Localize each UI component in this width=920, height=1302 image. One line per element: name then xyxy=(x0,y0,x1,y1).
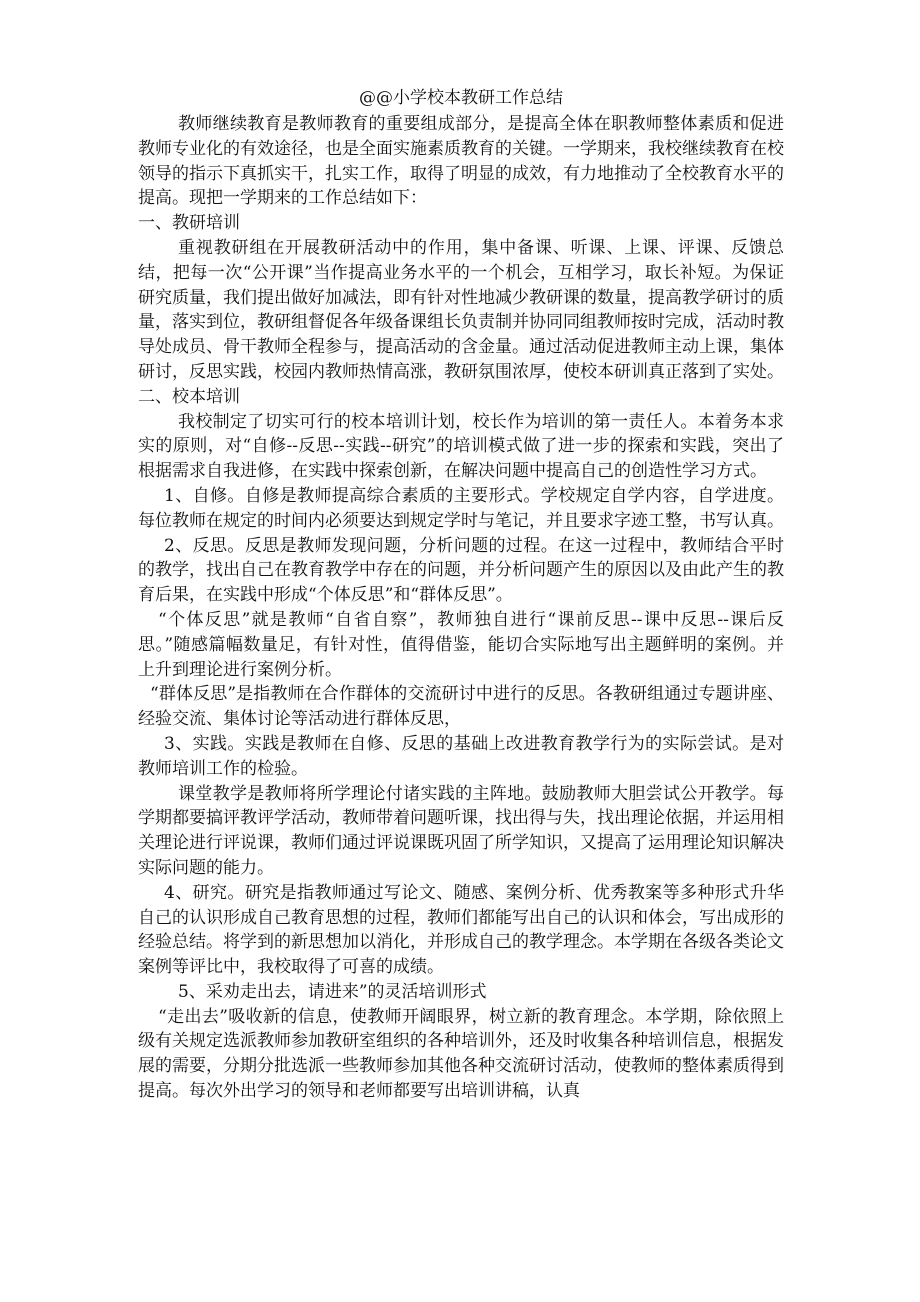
paragraph-self-study: 1、自修。自修是教师提高综合素质的主要形式。学校规定自学内容，自学进度。每位教师在规定的时间内必须要达到规定学时与笔记，并且要求字迹工整，书写认真。 xyxy=(138,485,784,531)
section-heading-teaching-research: 一、教研培训 xyxy=(138,213,240,234)
paragraph-training-form-heading: 5、采劝走出去，请进来”的灵活培训形式 xyxy=(178,981,487,1002)
paragraph-school-training: 我校制定了切实可行的校本培训计划，校长作为培训的第一责任人。本着务本求实的原则，对“自修--反思--实践--研究”的培训模式做了进一步的探索和实践，突出了根据需求自我进修，在实践中探索创新，在解决问题中提高自己的创造性学习方式。 xyxy=(138,411,784,482)
paragraph-reflection: 2、反思。反思是教师发现问题，分析问题的过程。在这一过程中，教师结合平时的教学，找出自己在教育教学中存在的问题，并分析问题产生的原因以及由此产生的教育后果，在实践中形成“个体反思”和“群体反思”。 xyxy=(138,535,784,606)
paragraph-teaching-research: 重视教研组在开展教研活动中的作用，集中备课、听课、上课、评课、反馈总结，把每一次“公开课”当作提高业务水平的一个机会，互相学习，取长补短。为保证研究质量，我们提出做好加减法，即有针对性地减少教研课的数量，提高教学研讨的质量，落实到位，教研组督促各年级备课组长负责制并协同同组教师按时完成，活动时教导处成员、骨干教师全程参与，提高活动的含金量。通过活动促进教师主动上课，集体研讨，反思实践，校园内教师热情高涨，教研氛围浓厚，使校本研训真正落到了实处。 xyxy=(138,237,784,382)
paragraph-classroom-teaching: 课堂教学是教师将所学理论付诸实践的主阵地。鼓励教师大胆尝试公开教学。每学期都要搞评教评学活动，教师带着问题听课，找出得与失，找出理论依据，并运用相关理论进行评说课，教师们通过评说课既巩固了所学知识，又提高了运用理论知识解决实际问题的能力。 xyxy=(138,783,784,878)
paragraph-going-out: “走出去”吸收新的信息，使教师开阔眼界，树立新的教育理念。本学期，除依照上级有关规定选派教师参加教研室组织的各种培训外，还及时收集各种培训信息，根据发展的需要，分期分批选派一些教师参加其他各种交流研讨活动，使教师的整体素质得到提高。每次外出学习的领导和老师都要写出培训讲稿，认真 xyxy=(138,1006,784,1102)
paragraph-individual-reflection: “个体反思”就是教师“自省自察”，教师独自进行“课前反思--课中反思--课后反思。”随感篇幅数量足，有针对性，值得借鉴，能切合实际地写出主题鲜明的案例。并上升到理论进行案例分析。 xyxy=(138,609,784,680)
paragraph-intro: 教师继续教育是教师教育的重要组成部分，是提高全体在职教师整体素质和促进教师专业化的有效途径，也是全面实施素质教育的关键。一学期来，我校继续教育在校领导的指示下真抓实干，扎实工作，取得了明显的成效，有力地推动了全校教育水平的提高。现把一学期来的工作总结如下： xyxy=(138,114,784,209)
document-title: @@小学校本教研工作总结 xyxy=(359,88,563,108)
paragraph-group-reflection: “群体反思”是指教师在合作群体的交流研讨中进行的反思。各教研组通过专题讲座、经验交流、集体讨论等活动进行群体反思， xyxy=(138,684,784,730)
section-heading-school-training: 二、校本培训 xyxy=(138,386,240,407)
paragraph-research: 4、研究。研究是指教师通过写论文、随感、案例分析、优秀教案等多种形式升华自己的认识形成自己教育思想的过程，教师们都能写出自己的认识和体会，写出成形的经验总结。将学到的新思想加以消化，并形成自己的教学理念。本学期在各级各类论文案例等评比中，我校取得了可喜的成绩。 xyxy=(138,882,784,978)
document-page xyxy=(138,86,784,1104)
paragraph-practice: 3、实践。实践是教师在自修、反思的基础上改进教育教学行为的实际尝试。是对教师培训工作的检验。 xyxy=(138,733,784,779)
